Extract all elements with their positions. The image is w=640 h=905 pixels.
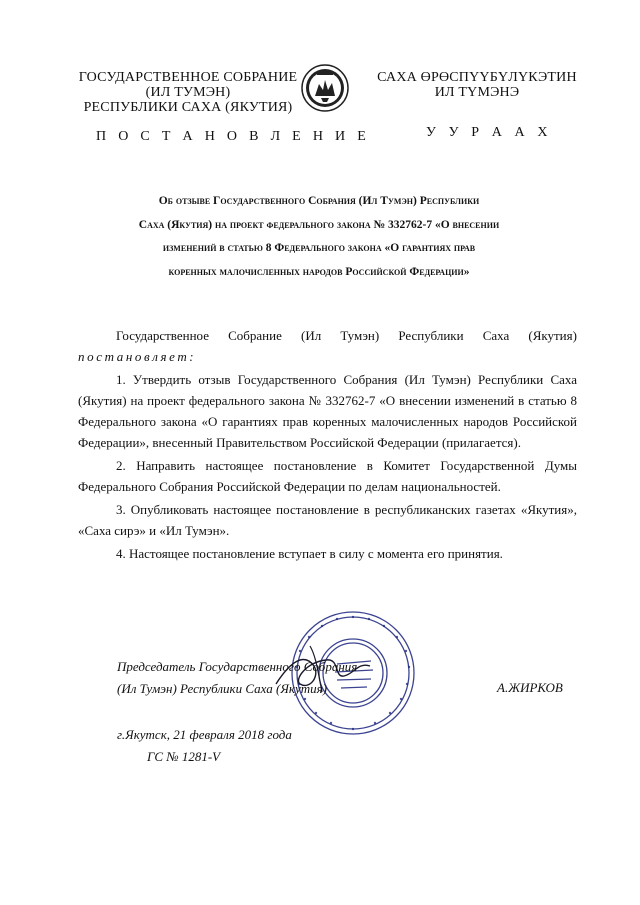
signatory-name: А.ЖИРКОВ bbox=[497, 680, 563, 695]
intro-word: Государственное bbox=[116, 328, 209, 343]
doc-type-right: У У Р А А Х bbox=[426, 125, 553, 140]
intro-word: Собрание bbox=[228, 328, 282, 343]
header-right-line-1: САХА ӨРӨСПҮҮБҮЛҮКЭТИН bbox=[377, 70, 577, 85]
place-date: г.Якутск, 21 февраля 2018 года bbox=[117, 727, 292, 742]
header-right bbox=[362, 70, 592, 100]
place-date-block bbox=[117, 724, 292, 768]
document-number: ГС № 1281-V bbox=[147, 749, 221, 764]
resolution-item-3: 3. Опубликовать настоящее постановление в республиканских газетах «Якутия», «Саха сирэ» и «Ил Тумэн». bbox=[78, 502, 577, 538]
intro-paragraph bbox=[78, 325, 577, 367]
header-left-line-1: ГОСУДАРСТВЕННОЕ СОБРАНИЕ bbox=[78, 70, 298, 85]
signatory-position-line-1: Председатель Государственного Собрания bbox=[117, 659, 358, 674]
intro-line bbox=[78, 325, 577, 346]
doc-type-left: П О С Т А Н О В Л Е Н И Е bbox=[96, 129, 371, 144]
intro-word: Саха bbox=[482, 328, 510, 343]
intro-word: (Якутия) bbox=[528, 328, 577, 343]
resolution-item-2: 2. Направить настоящее постановление в Комитет Государственной Думы Федерального Собрания Российской Федерации по делам национальностей. bbox=[78, 458, 577, 494]
intro-verb: постановляет: bbox=[78, 349, 197, 364]
resolution-item-4: 4. Настоящее постановление вступает в силу с момента его принятия. bbox=[116, 546, 503, 561]
signatory-position bbox=[117, 656, 357, 700]
title-line-1: Об отзыве Государственного Собрания (Ил Тумэн) Республики bbox=[158, 195, 480, 207]
header-left bbox=[78, 70, 298, 115]
header-left-line-3: РЕСПУБЛИКИ САХА (ЯКУТИЯ) bbox=[83, 100, 293, 115]
header-right-line-2: ИЛ ТҮМЭНЭ bbox=[434, 85, 520, 100]
intro-word: Республики bbox=[398, 328, 464, 343]
title-line-4: коренных малочисленных народов Российской Федерации» bbox=[168, 265, 470, 278]
coat-of-arms-icon bbox=[301, 64, 349, 112]
intro-word: (Ил bbox=[301, 328, 322, 343]
document-title bbox=[100, 190, 538, 284]
intro-word: Тумэн) bbox=[340, 328, 380, 343]
title-line-3: изменений в статью 8 Федерального закона «О гарантиях прав bbox=[162, 242, 476, 254]
resolution-item-1: 1. Утвердить отзыв Государственного Собрания (Ил Тумэн) Республики Саха (Якутия) на проект федерального закона № 332762-7 «О внесении изменений в статью 8 Федерального закона «О гарантиях прав коренных малочисленных народов Российской Федерации», внесенный Правительством Российской Федерации (прилагается). bbox=[78, 372, 577, 450]
resolution-items bbox=[78, 369, 577, 566]
title-line-2: Саха (Якутия) на проект федерального закона № 332762-7 «О внесении bbox=[138, 218, 500, 231]
header-left-line-2: (ИЛ ТУМЭН) bbox=[145, 85, 231, 100]
signatory-position-line-2: (Ил Тумэн) Республики Саха (Якутия) bbox=[117, 681, 327, 696]
